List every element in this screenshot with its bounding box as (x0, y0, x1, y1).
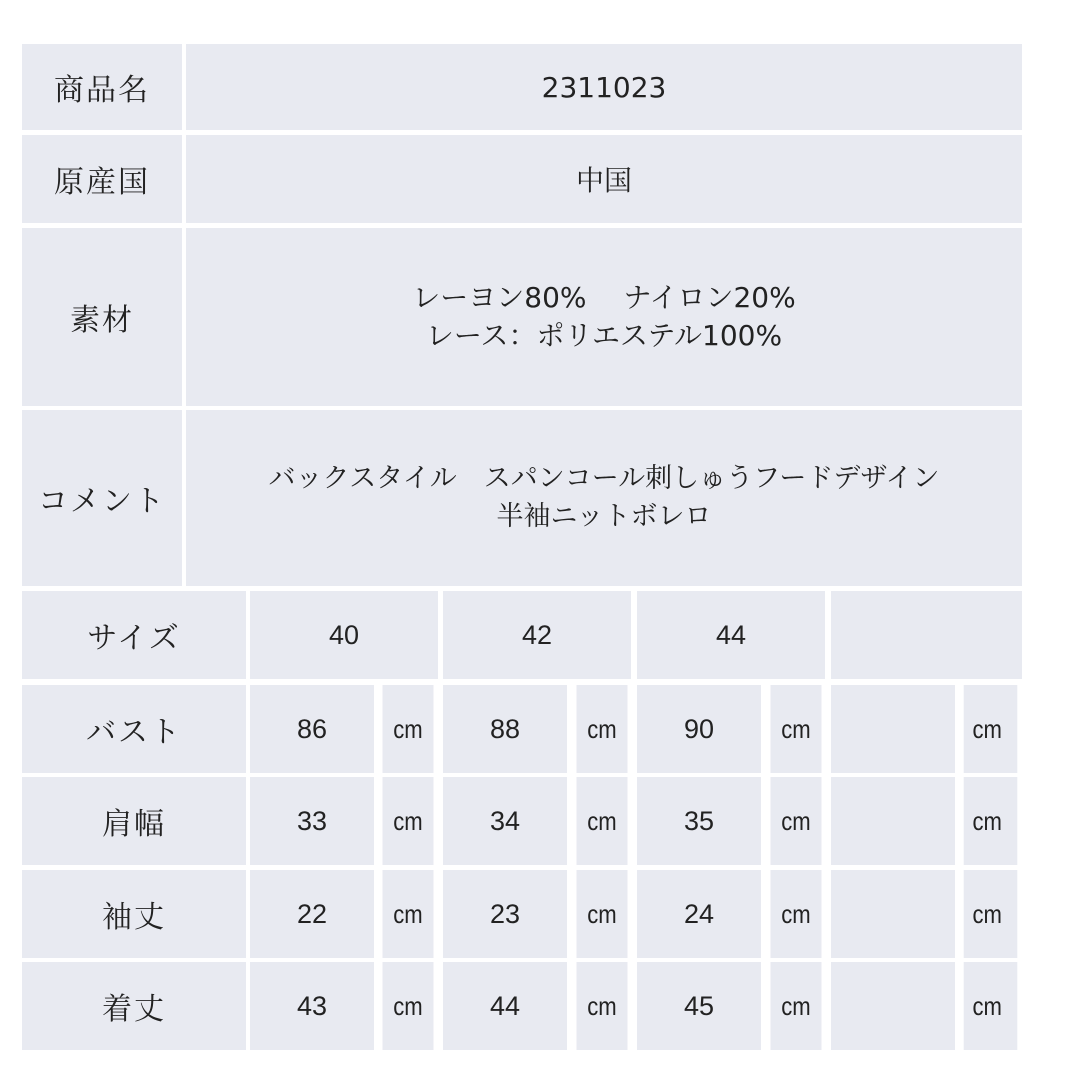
unit-bust-42: cm (577, 685, 628, 773)
value-bust-40: 86 (250, 685, 374, 773)
comment-label: コメント (22, 410, 182, 586)
size-header-label: サイズ (22, 591, 246, 679)
value-bust-44: 90 (637, 685, 761, 773)
row-label-shoulder: 肩幅 (22, 777, 246, 865)
unit-length-blank: cm (964, 962, 1018, 1050)
material-line-2: レース：ポリエステル100% (425, 319, 783, 352)
value-shoulder-42: 34 (443, 777, 567, 865)
unit-shoulder-44: cm (771, 777, 822, 865)
value-sleeve-blank (831, 870, 955, 958)
unit-length-42: cm (577, 962, 628, 1050)
value-bust-blank (831, 685, 955, 773)
size-header-42: 42 (443, 591, 631, 679)
unit-bust-40: cm (383, 685, 434, 773)
unit-length-40: cm (383, 962, 434, 1050)
unit-sleeve-blank: cm (964, 870, 1018, 958)
origin-label: 原産国 (22, 135, 182, 223)
value-sleeve-40: 22 (250, 870, 374, 958)
row-label-bust: バスト (22, 685, 246, 773)
unit-shoulder-blank: cm (964, 777, 1018, 865)
product-name-label: 商品名 (22, 44, 182, 130)
value-length-42: 44 (443, 962, 567, 1050)
comment-line-2: 半袖ニットボレロ (496, 501, 712, 532)
comment-value (186, 410, 1022, 586)
unit-shoulder-42: cm (577, 777, 628, 865)
size-header-44: 44 (637, 591, 825, 679)
unit-shoulder-40: cm (383, 777, 434, 865)
unit-sleeve-44: cm (771, 870, 822, 958)
value-sleeve-44: 24 (637, 870, 761, 958)
unit-bust-44: cm (771, 685, 822, 773)
size-header-blank (831, 591, 1022, 679)
material-value (186, 228, 1022, 406)
unit-bust-blank: cm (964, 685, 1018, 773)
value-length-blank (831, 962, 955, 1050)
value-length-44: 45 (637, 962, 761, 1050)
material-label: 素材 (22, 228, 182, 406)
unit-length-44: cm (771, 962, 822, 1050)
value-sleeve-42: 23 (443, 870, 567, 958)
value-shoulder-blank (831, 777, 955, 865)
row-label-length: 着丈 (22, 962, 246, 1050)
product-name-value: 2311023 (186, 44, 1022, 130)
unit-sleeve-40: cm (383, 870, 434, 958)
origin-value: 中国 (186, 135, 1022, 223)
size-header-40: 40 (250, 591, 438, 679)
unit-sleeve-42: cm (577, 870, 628, 958)
value-length-40: 43 (250, 962, 374, 1050)
comment-line-1: バックスタイル スパンコール刺しゅうフードデザイン (268, 463, 940, 494)
value-shoulder-44: 35 (637, 777, 761, 865)
material-line-1: レーヨン80% ナイロン20% (412, 281, 796, 314)
value-bust-42: 88 (443, 685, 567, 773)
row-label-sleeve: 袖丈 (22, 870, 246, 958)
value-shoulder-40: 33 (250, 777, 374, 865)
